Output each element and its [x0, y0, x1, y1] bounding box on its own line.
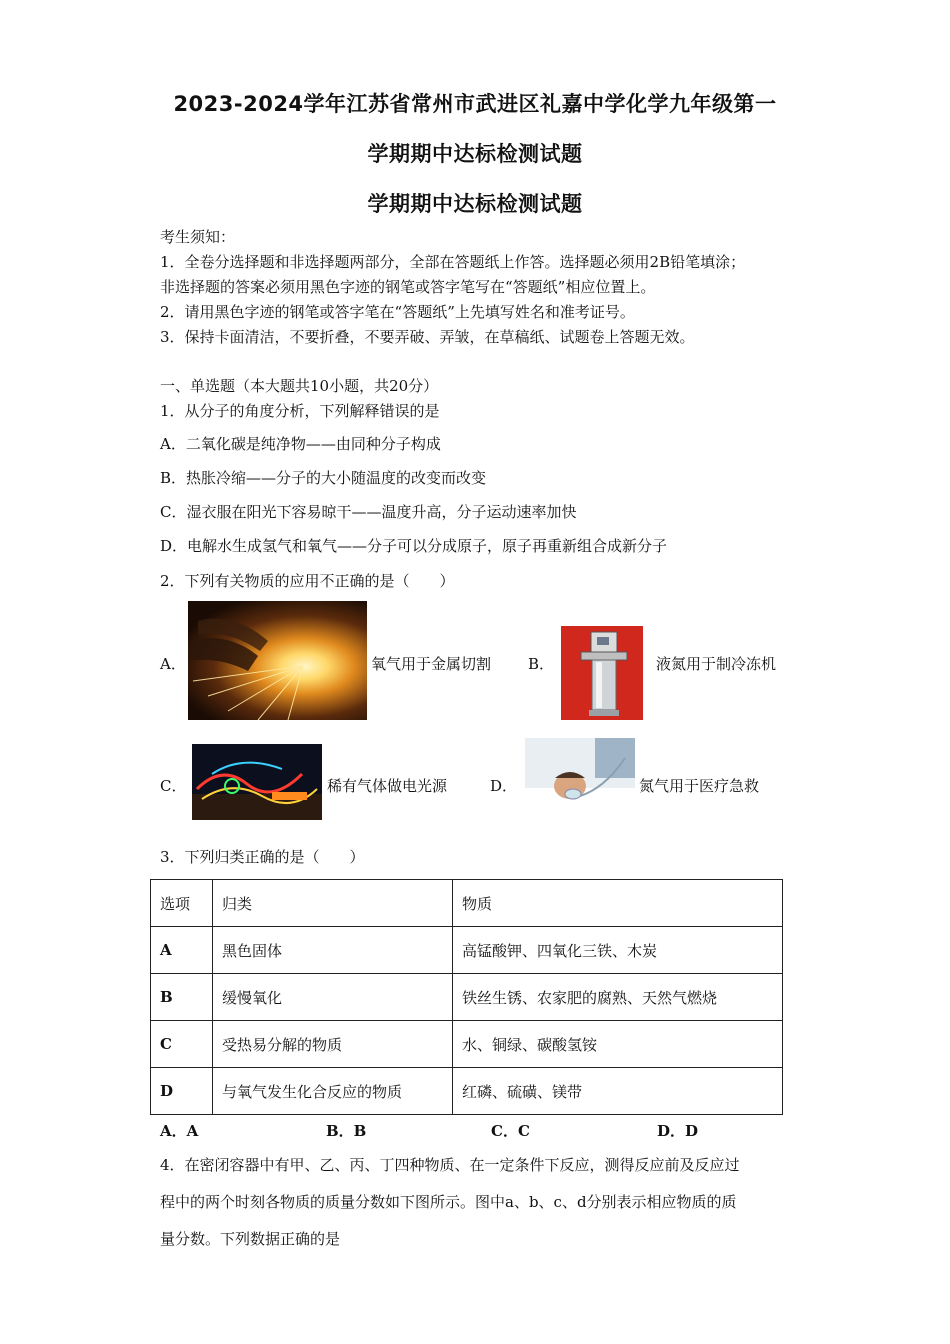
table-row: [151, 1021, 783, 1068]
table-cell: 受热易分解的物质: [213, 1021, 453, 1068]
table-header-cell: 选项: [151, 880, 213, 927]
metal-cutting-photo: [188, 601, 367, 720]
table-cell: 缓慢氧化: [213, 974, 453, 1021]
table-cell: 水、铜绿、碳酸氢铵: [453, 1021, 783, 1068]
table-row: [151, 927, 783, 974]
table-cell: C: [151, 1021, 213, 1068]
q1-option-c: C．湿衣服在阳光下容易晾干——温度升高，分子运动速率加快: [160, 503, 577, 521]
patient-icon: [525, 738, 635, 818]
table-cell: A: [151, 927, 213, 974]
table-cell: 红磷、硫磺、镁带: [453, 1068, 783, 1115]
q2-option-a-letter: A．: [160, 655, 186, 673]
table-cell: D: [151, 1068, 213, 1115]
q2-option-c-letter: C．: [160, 777, 187, 795]
q2-option-a-text: 氧气用于金属切割: [371, 655, 492, 673]
q4-line-1: 4．在密闭容器中有甲、乙、丙、丁四种物质、在一定条件下反应，测得反应前及反应过: [160, 1156, 740, 1174]
neon-sign-icon: [192, 744, 322, 820]
q3-choice-b: B．B: [326, 1122, 367, 1140]
title-line-1: 2023-2024学年江苏省常州市武进区礼嘉中学化学九年级第一: [173, 92, 777, 116]
q1-stem: 1．从分子的角度分析，下列解释错误的是: [160, 402, 440, 420]
q1-option-a: A．二氧化碳是纯净物——由同种分子构成: [160, 435, 441, 453]
table-header-row: [151, 880, 783, 927]
table-cell: 铁丝生锈、农家肥的腐熟、天然气燃烧: [453, 974, 783, 1021]
title-line-3: 学期期中达标检测试题: [367, 192, 583, 216]
table-cell: 黑色固体: [213, 927, 453, 974]
medical-oxygen-photo: [525, 738, 635, 818]
table-cell: 高锰酸钾、四氧化三铁、木炭: [453, 927, 783, 974]
notice-item-3: 3．保持卡面清洁，不要折叠，不要弄破、弄皱，在草稿纸、试题卷上答题无效。: [160, 328, 695, 346]
q1-option-b: B．热胀冷缩——分子的大小随温度的改变而改变: [160, 469, 487, 487]
q2-stem: 2．下列有关物质的应用不正确的是（ ）: [160, 572, 455, 590]
q2-option-d-text: 氮气用于医疗急救: [639, 777, 760, 795]
q3-stem: 3．下列归类正确的是（ ）: [160, 848, 365, 866]
q1-option-d: D．电解水生成氢气和氧气——分子可以分成原子，原子再重新组合成新分子: [160, 537, 668, 555]
table-header-cell: 归类: [213, 880, 453, 927]
table-row: [151, 1068, 783, 1115]
q3-choice-a: A．A: [160, 1122, 199, 1140]
notice-heading: 考生须知：: [160, 228, 236, 246]
sparks-icon: [188, 601, 367, 720]
q2-option-b-letter: B．: [528, 655, 555, 673]
notice-item-2: 2．请用黑色字迹的钢笔或答字笔在“答题纸”上先填写姓名和准考证号。: [160, 303, 635, 321]
notice-item-1a: 1．全卷分选择题和非选择题两部分，全部在答题纸上作答。选择题必须用2B铅笔填涂；: [160, 253, 746, 271]
title-line-2: 学期期中达标检测试题: [367, 142, 583, 166]
notice-item-1b: 非选择题的答案必须用黑色字迹的钢笔或答字笔写在“答题纸”相应位置上。: [160, 278, 656, 296]
table-cell: B: [151, 974, 213, 1021]
section-heading: 一、单选题（本大题共10小题，共20分）: [160, 377, 439, 395]
q2-option-b-text: 液氮用于制冷冻机: [656, 655, 777, 673]
q2-option-c-text: 稀有气体做电光源: [327, 777, 448, 795]
liquid-nitrogen-device-photo: [561, 626, 643, 720]
table-header-cell: 物质: [453, 880, 783, 927]
q3-choice-c: C．C: [491, 1122, 530, 1140]
q4-line-2: 程中的两个时刻各物质的质量分数如下图所示。图中a、b、c、d分别表示相应物质的质: [160, 1193, 737, 1211]
table-row: [151, 974, 783, 1021]
freezer-icon: [561, 626, 643, 720]
table-cell: 与氧气发生化合反应的物质: [213, 1068, 453, 1115]
q3-choice-d: D．D: [657, 1122, 699, 1140]
q4-line-3: 量分数。下列数据正确的是: [160, 1230, 341, 1248]
q3-table: [150, 879, 783, 1115]
q2-option-d-letter: D．: [490, 777, 518, 795]
neon-lights-photo: [192, 744, 322, 820]
